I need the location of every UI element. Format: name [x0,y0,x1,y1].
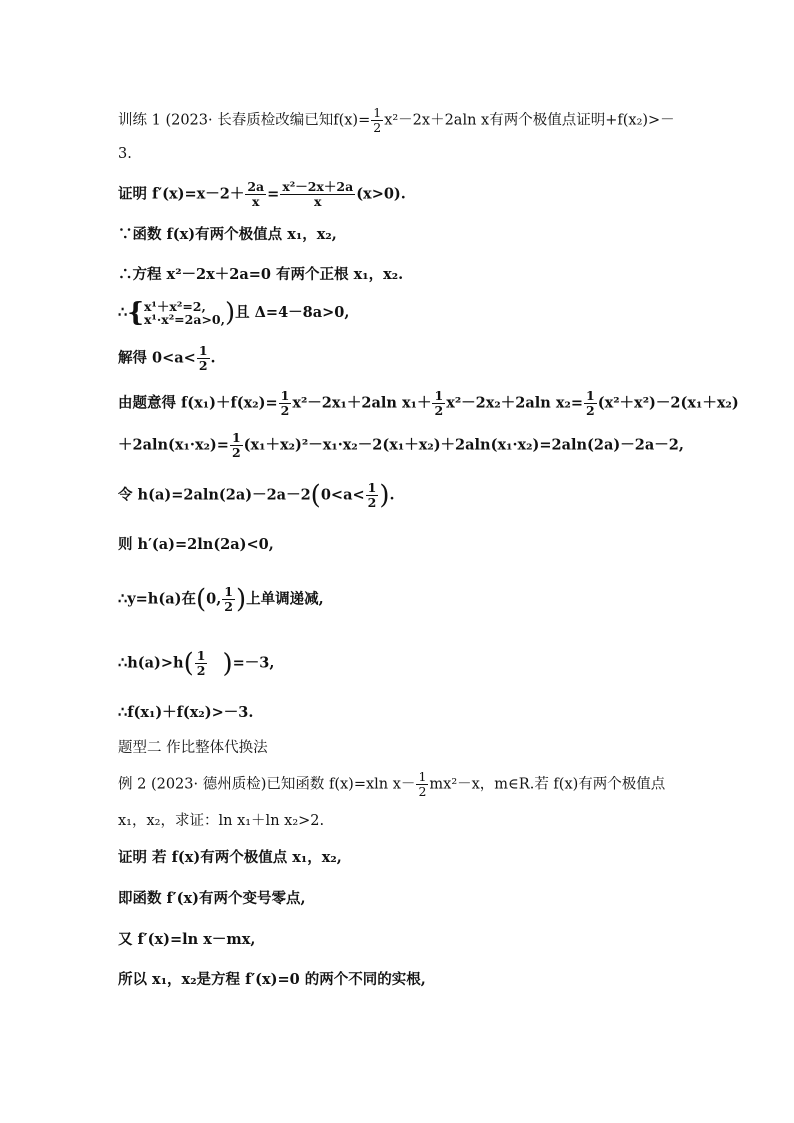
proof-line-h-decreasing: ∴y=h(a)在(0, $\frac{1}{2}$ )上单调递减, [118,584,324,615]
fraction-half: $\frac{1}{2}$ [198,343,208,373]
exercise-1-statement-cont: 3. [118,146,132,162]
example-2-proof-zeros: 即函数 f′(x)有两个变号零点, [118,890,306,907]
fraction-half: $\frac{1}{2}$ [373,105,382,135]
section-heading-type-2: 题型二 作比整体代换法 [118,740,268,756]
proof-derivative: 证明 f′(x)=x－2＋ $\frac{2a}{x}$ = $\frac{\text{x²－2x＋2a}}{x}$ (x>0). [118,179,406,209]
proof-line-sum-f-cont: ＋2aln(x₁·x₂)= $\frac{1}{2}$ (x₁＋x₂)²－x₁·x₂－2(x₁＋x₂)＋2aln(x₁·x₂)=2aln(2a)－2a－2, [118,430,684,460]
proof-line-h-bound: ∴h(a)>h( $\frac{1}{2}$ )=－3, [118,648,275,679]
fraction-quadratic-over-x: $\frac{\text{x²－2x＋2a}}{x}$ [282,179,354,209]
proof-line-define-h: 令 h(a)=2aln(2a)－2a－2(0<a< $\frac{1}{2}$ ). [118,480,395,511]
example-2-statement: 例 2 (2023· 德州质检)已知函数 f(x)=xln x－ $\frac{1}{2}$ mx²－x，m∈R.若 f(x)有两个极值点 [118,769,666,799]
exercise-1-statement: 训练 1 (2023· 长春质检改编已知f(x)= $\frac{1}{2}$ x²－2x＋2aln x有两个极值点证明+f(x₂)>－ [118,105,675,135]
example-2-statement-cont: x₁，x₂，求证：ln x₁＋ln x₂>2. [118,813,325,829]
proof-line-equation-roots: ∴方程 x²－2x＋2a=0 有两个正根 x₁，x₂. [118,266,404,283]
proof-line-system: ∴{x¹＋x²=2, x¹·x²=2a>0,)且 Δ=4－8a>0, [118,298,350,328]
example-2-proof-start: 证明 若 f(x)有两个极值点 x₁，x₂, [118,849,342,866]
fraction-2a-over-x: $\frac{2a}{x}$ [247,179,265,209]
example-2-proof-roots: 所以 x₁，x₂是方程 f′(x)=0 的两个不同的实根, [118,971,426,988]
proof-line-solve-a: 解得 0<a< $\frac{1}{2}$ . [118,343,216,373]
example-2-proof-derivative: 又 f′(x)=ln x－mx, [118,931,256,948]
proof-conclusion: ∴f(x₁)＋f(x₂)>－3. [118,704,254,721]
equation-system: x¹＋x²=2, x¹·x²=2a>0, [143,299,225,327]
proof-line-extreme-points: ∵函数 f(x)有两个极值点 x₁，x₂, [118,226,337,243]
proof-line-sum-f: 由题意得 f(x₁)＋f(x₂)= $\frac{1}{2}$ x²－2x₁＋2aln x₁＋ $\frac{1}{2}$ x²－2x₂＋2aln x₂= $\frac{1}{2}$ (x²＋x²)－2(x₁＋x₂) [118,388,739,418]
proof-line-h-derivative: 则 h′(a)=2ln(2a)<0, [118,536,274,553]
